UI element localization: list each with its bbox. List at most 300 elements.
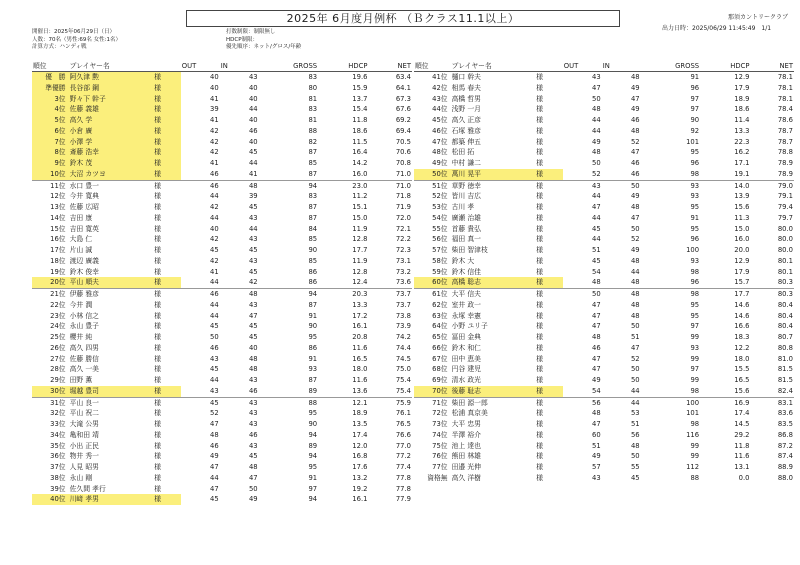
honorific: 様 xyxy=(536,322,544,331)
net-score: 81.0 xyxy=(777,354,793,363)
honorific: 様 xyxy=(154,484,162,493)
net-score: 81.5 xyxy=(777,365,793,374)
honorific: 様 xyxy=(536,343,544,352)
in-score: 39 xyxy=(248,192,258,201)
out-score: 42 xyxy=(210,203,219,211)
player-name: 物井 秀一 xyxy=(69,452,99,461)
player-name: 田野 薫 xyxy=(69,376,93,384)
net-score: 87.4 xyxy=(777,452,793,461)
table-row xyxy=(32,169,412,180)
gross-score: 98 xyxy=(690,420,700,428)
honorific: 様 xyxy=(153,94,180,105)
rank-cell: 53位 xyxy=(432,203,448,211)
table-row xyxy=(414,473,794,484)
honorific: 様 xyxy=(154,354,162,363)
hdcp-value: 14.5 xyxy=(734,420,750,428)
results-body-left xyxy=(32,72,412,506)
in-score: 45 xyxy=(248,452,258,461)
player-name: 永山 剛 xyxy=(69,473,93,482)
gross-score: 116 xyxy=(686,430,700,439)
honorific: 様 xyxy=(536,473,544,482)
gross-score: 81 xyxy=(308,116,318,124)
in-score: 44 xyxy=(248,105,258,114)
player-name: 円谷 建児 xyxy=(451,365,481,374)
player-name: 野々下 幹子 xyxy=(69,94,154,105)
hdcp-value: 12.4 xyxy=(318,277,368,288)
gross-score: 93 xyxy=(690,192,700,201)
rank-cell: 36位 xyxy=(50,452,66,461)
out-score: 46 xyxy=(210,441,219,450)
table-row xyxy=(32,137,412,148)
hdcp-value: 11.6 xyxy=(352,343,368,352)
in-score: 43 xyxy=(248,213,258,222)
table-row xyxy=(32,104,412,115)
table-row xyxy=(414,180,794,191)
net-score: 80.4 xyxy=(777,311,793,320)
gross-score: 88 xyxy=(308,126,318,135)
in-score: 45 xyxy=(248,246,258,254)
out-score: 45 xyxy=(592,224,601,233)
rank-cell: 56位 xyxy=(432,235,448,244)
gross-score: 85 xyxy=(308,159,318,167)
rank-cell: 4位 xyxy=(32,104,69,115)
in-score: 52 xyxy=(630,354,640,363)
net-score: 80.0 xyxy=(777,235,793,244)
rank-cell: 76位 xyxy=(432,452,448,461)
hdcp-value: 15.4 xyxy=(352,105,368,114)
honorific: 様 xyxy=(536,333,544,341)
rank-cell: 12位 xyxy=(50,192,66,201)
player-name: 池上 達也 xyxy=(451,441,481,450)
scoring-method: 計算方式：ハンディ戦 xyxy=(32,44,87,50)
out-score: 44 xyxy=(181,277,220,288)
honorific: 様 xyxy=(154,203,162,211)
in-score: 45 xyxy=(248,333,258,341)
hdcp-value: 12.9 xyxy=(734,73,750,81)
rank-cell: 45位 xyxy=(432,116,448,124)
in-score: 46 xyxy=(220,386,259,397)
gross-score: 94 xyxy=(308,452,318,461)
gross-score: 92 xyxy=(690,126,700,135)
gross-score: 90 xyxy=(308,322,318,331)
in-score: 48 xyxy=(630,441,640,450)
player-name: 田中 恵美 xyxy=(451,354,481,363)
in-score: 42 xyxy=(220,277,259,288)
out-score: 47 xyxy=(210,484,219,493)
out-score: 51 xyxy=(592,246,601,254)
col-hdcp: HDCP xyxy=(700,61,750,72)
in-score: 50 xyxy=(630,181,640,190)
out-score: 41 xyxy=(210,159,219,167)
gross-score: 96 xyxy=(690,235,700,244)
honorific: 様 xyxy=(153,83,180,94)
honorific: 様 xyxy=(153,115,180,126)
net-score: 77.2 xyxy=(395,452,411,461)
net-score: 78.1 xyxy=(777,94,793,103)
in-score: 48 xyxy=(630,290,640,298)
out-score: 48 xyxy=(592,105,601,114)
out-score: 47 xyxy=(592,322,601,331)
out-score: 45 xyxy=(210,495,219,504)
gross-score: 91 xyxy=(308,311,318,320)
in-score: 46 xyxy=(248,430,258,439)
out-score: 60 xyxy=(592,430,601,439)
hdcp-value: 12.8 xyxy=(352,235,368,244)
honorific: 様 xyxy=(154,290,162,298)
net-score: 73.6 xyxy=(368,277,412,288)
table-row xyxy=(414,321,794,332)
honorific: 様 xyxy=(153,169,180,180)
gross-score: 86 xyxy=(308,343,318,352)
gross-score: 99 xyxy=(690,441,700,450)
honorific: 様 xyxy=(154,398,162,407)
rank-cell: 44位 xyxy=(432,105,448,114)
table-row xyxy=(414,234,794,245)
player-name: 鈴木 信佳 xyxy=(451,267,481,276)
net-score: 79.1 xyxy=(777,192,793,201)
player-name: 吉田 寛英 xyxy=(69,224,99,233)
player-name: 石塚 雅彦 xyxy=(451,126,481,135)
hdcp-value: 16.9 xyxy=(734,398,750,407)
rank-cell: 13位 xyxy=(50,203,66,211)
hdcp-value: 13.9 xyxy=(734,192,750,201)
gross-score: 95 xyxy=(690,300,700,309)
gross-score: 85 xyxy=(308,235,318,244)
in-score: 43 xyxy=(248,376,258,384)
in-score: 51 xyxy=(630,333,640,341)
in-score: 46 xyxy=(248,126,258,135)
honorific: 様 xyxy=(154,246,162,254)
table-row xyxy=(414,375,794,386)
in-score: 45 xyxy=(248,203,258,211)
rank-cell: 30位 xyxy=(32,386,69,397)
hdcp-value: 16.0 xyxy=(734,235,750,244)
player-name: 田邉 光伸 xyxy=(451,463,481,471)
rank-cell: 37位 xyxy=(50,463,66,471)
out-score: 40 xyxy=(210,224,219,233)
hdcp-value: 17.7 xyxy=(734,290,750,298)
out-score: 44 xyxy=(592,235,601,244)
in-score: 50 xyxy=(630,452,640,461)
player-name: 小澤 学 xyxy=(69,137,154,148)
hdcp-value: 11.8 xyxy=(734,441,750,450)
table-row xyxy=(414,343,794,354)
net-score: 78.7 xyxy=(777,137,793,146)
player-name: 高久 正彦 xyxy=(451,116,481,124)
hdcp-value: 11.5 xyxy=(352,137,368,146)
out-score: 42 xyxy=(210,148,219,157)
hdcp-value: 14.6 xyxy=(734,300,750,309)
net-score: 83.5 xyxy=(777,420,793,428)
table-row xyxy=(32,386,412,397)
gross-score: 85 xyxy=(308,256,318,265)
hdcp-value: 11.9 xyxy=(352,224,368,233)
in-score: 44 xyxy=(602,386,641,397)
gross-score: 94 xyxy=(308,181,318,190)
hdcp-limit: HDCP制限： xyxy=(226,36,259,43)
net-score: 73.9 xyxy=(395,322,411,331)
hdcp-value: 13.5 xyxy=(352,420,368,428)
in-score: 45 xyxy=(630,473,640,482)
in-score: 50 xyxy=(630,376,640,384)
table-row xyxy=(414,386,794,397)
honorific: 様 xyxy=(154,224,162,233)
stroke-limit: 打数制限：制限無し xyxy=(226,29,276,35)
net-score: 78.6 xyxy=(777,116,793,124)
gross-score: 98 xyxy=(690,267,700,276)
net-score: 80.4 xyxy=(777,300,793,309)
priority-order: 優先順序：ネット/グロス/年齢 xyxy=(226,44,302,50)
rank-cell: 63位 xyxy=(432,311,448,320)
in-score: 48 xyxy=(630,203,640,211)
player-name: 大平 信夫 xyxy=(451,290,481,298)
in-score: 49 xyxy=(630,83,640,92)
out-score: 46 xyxy=(210,290,219,298)
hdcp-value: 11.3 xyxy=(734,213,750,222)
gross-score: 90 xyxy=(690,116,700,124)
hdcp-value: 22.3 xyxy=(734,137,750,146)
honorific: 様 xyxy=(154,365,162,374)
honorific: 様 xyxy=(154,420,162,428)
table-row xyxy=(414,354,794,365)
honorific: 様 xyxy=(536,311,544,320)
net-score: 80.8 xyxy=(777,343,793,352)
table-row xyxy=(32,94,412,105)
honorific: 様 xyxy=(154,409,162,418)
honorific: 様 xyxy=(536,126,544,135)
out-score: 54 xyxy=(563,386,602,397)
out-score: 47 xyxy=(592,300,601,309)
rank-cell: 7位 xyxy=(32,137,69,148)
rank-cell: 64位 xyxy=(432,322,448,331)
rank-cell: 54位 xyxy=(432,213,448,222)
player-name: 柴田 智津枝 xyxy=(451,246,488,254)
out-score: 50 xyxy=(592,159,601,167)
in-score: 48 xyxy=(248,463,258,471)
rank-cell: 8位 xyxy=(32,147,69,158)
rank-cell: 17位 xyxy=(50,246,66,254)
net-score: 88.9 xyxy=(777,463,793,471)
gross-score: 100 xyxy=(686,398,700,407)
player-name: 後藤 耻志 xyxy=(451,386,536,397)
table-row xyxy=(32,473,412,484)
rank-cell: 77位 xyxy=(432,463,448,471)
gross-score: 91 xyxy=(690,213,700,222)
net-score: 83.6 xyxy=(777,409,793,418)
hdcp-value: 15.6 xyxy=(700,386,750,397)
table-row xyxy=(32,419,412,430)
rank-cell: 50位 xyxy=(414,169,451,180)
player-name: 浅野 一月 xyxy=(451,105,481,114)
net-score: 73.8 xyxy=(395,311,411,320)
honorific: 様 xyxy=(153,72,180,83)
player-name: 鈴木 大 xyxy=(451,256,475,265)
honorific: 様 xyxy=(536,192,544,201)
in-score: 47 xyxy=(630,94,640,103)
table-row xyxy=(32,202,412,213)
out-score: 47 xyxy=(210,420,219,428)
gross-score: 83 xyxy=(308,105,318,114)
hdcp-value: 14.6 xyxy=(734,311,750,320)
table-row xyxy=(414,191,794,202)
rank-cell: 65位 xyxy=(432,333,448,341)
table-row xyxy=(414,408,794,419)
honorific: 様 xyxy=(154,333,162,341)
hdcp-value: 14.2 xyxy=(352,159,368,167)
rank-cell: 61位 xyxy=(432,290,448,298)
gross-score: 95 xyxy=(690,224,700,233)
out-score: 43 xyxy=(592,473,601,482)
hdcp-value: 18.3 xyxy=(734,333,750,341)
table-row xyxy=(414,104,794,115)
net-score: 80.0 xyxy=(777,224,793,233)
hdcp-value: 17.4 xyxy=(352,430,368,439)
rank-cell: 67位 xyxy=(432,354,448,363)
out-score: 47 xyxy=(592,203,601,211)
honorific: 様 xyxy=(536,105,544,114)
net-score: 69.4 xyxy=(395,126,411,135)
table-row xyxy=(414,364,794,375)
player-name: 小林 信之 xyxy=(69,311,99,320)
in-score: 46 xyxy=(630,116,640,124)
rank-cell: 75位 xyxy=(432,441,448,450)
out-score: 42 xyxy=(210,235,219,244)
net-score: 80.1 xyxy=(777,267,793,276)
table-row xyxy=(32,441,412,452)
player-name: 鈴木 俊幸 xyxy=(69,267,99,276)
honorific: 様 xyxy=(536,94,544,103)
hdcp-value: 0.0 xyxy=(738,473,750,482)
col-rank: 順位 xyxy=(32,61,69,72)
gross-score: 97 xyxy=(308,484,318,493)
player-name: 鈴木 茂 xyxy=(69,158,154,169)
honorific: 様 xyxy=(154,213,162,222)
in-score: 52 xyxy=(630,137,640,146)
table-row xyxy=(32,267,412,278)
gross-score: 88 xyxy=(690,473,700,482)
in-score: 40 xyxy=(248,137,258,146)
net-score: 71.0 xyxy=(395,181,411,190)
hdcp-value: 16.4 xyxy=(352,148,368,157)
in-score: 49 xyxy=(630,192,640,201)
table-row xyxy=(414,277,794,288)
in-score: 50 xyxy=(248,484,258,493)
net-score: 81.5 xyxy=(777,376,793,384)
out-score: 47 xyxy=(592,83,601,92)
net-score: 75.9 xyxy=(395,398,411,407)
gross-score: 100 xyxy=(686,246,700,254)
results-table-left xyxy=(32,61,412,505)
table-row xyxy=(414,137,794,148)
gross-score: 99 xyxy=(690,354,700,363)
gross-score: 95 xyxy=(308,333,318,341)
table-row xyxy=(32,158,412,169)
honorific: 様 xyxy=(154,473,162,482)
table-row xyxy=(32,364,412,375)
table-header xyxy=(414,61,794,72)
net-score: 77.8 xyxy=(395,473,411,482)
net-score: 80.3 xyxy=(750,277,794,288)
rank-cell: 6位 xyxy=(32,126,69,137)
net-score: 80.0 xyxy=(777,246,793,254)
in-score: 47 xyxy=(630,343,640,352)
honorific: 様 xyxy=(535,277,562,288)
rank-cell: 25位 xyxy=(50,333,66,341)
honorific: 様 xyxy=(536,463,544,471)
in-score: 48 xyxy=(248,365,258,374)
gross-score: 90 xyxy=(308,246,318,254)
in-score: 53 xyxy=(630,409,640,418)
out-score: 50 xyxy=(592,290,601,298)
hdcp-value: 19.6 xyxy=(352,73,368,81)
hdcp-value: 19.2 xyxy=(352,484,368,493)
table-row xyxy=(32,343,412,354)
player-name: 熊田 林雄 xyxy=(451,452,481,461)
out-score: 43 xyxy=(181,386,220,397)
hdcp-value: 12.8 xyxy=(352,267,368,276)
rank-cell: 49位 xyxy=(432,159,448,167)
out-score: 44 xyxy=(592,192,601,201)
gross-score: 89 xyxy=(259,386,319,397)
rank-cell: 47位 xyxy=(432,137,448,146)
table-row xyxy=(32,451,412,462)
honorific: 様 xyxy=(154,430,162,439)
player-name: 大滝 公男 xyxy=(69,420,99,428)
table-row xyxy=(32,397,412,408)
honorific: 様 xyxy=(536,290,544,298)
out-score: 40 xyxy=(210,73,219,81)
rank-cell: 23位 xyxy=(50,311,66,320)
honorific: 様 xyxy=(536,430,544,439)
hdcp-value: 16.0 xyxy=(318,169,368,180)
table-row xyxy=(414,169,794,180)
rank-cell: 59位 xyxy=(432,267,448,276)
out-score: 44 xyxy=(210,311,219,320)
out-score: 57 xyxy=(592,463,601,471)
rank-cell: 26位 xyxy=(50,343,66,352)
net-score: 76.6 xyxy=(395,430,411,439)
table-row xyxy=(32,245,412,256)
gross-score: 112 xyxy=(686,463,700,471)
honorific: 様 xyxy=(154,256,162,265)
honorific: 様 xyxy=(536,159,544,167)
in-score: 48 xyxy=(248,181,258,190)
in-score: 52 xyxy=(630,235,640,244)
player-name: 首藤 貴弘 xyxy=(451,224,481,233)
rank-cell: 74位 xyxy=(432,430,448,439)
honorific: 様 xyxy=(536,246,544,254)
net-score: 78.1 xyxy=(777,73,793,81)
in-score: 48 xyxy=(602,277,641,288)
table-row xyxy=(32,332,412,343)
table-row xyxy=(414,289,794,300)
rank-cell: 14位 xyxy=(50,213,66,222)
in-score: 50 xyxy=(630,224,640,233)
out-score: 43 xyxy=(210,354,219,363)
honorific: 様 xyxy=(153,494,180,505)
hdcp-value: 17.4 xyxy=(734,409,750,418)
honorific: 様 xyxy=(536,365,544,374)
player-name: 堀越 豊司 xyxy=(69,386,154,397)
gross-score: 97 xyxy=(690,322,700,331)
hdcp-value: 19.1 xyxy=(700,169,750,180)
in-score: 46 xyxy=(602,169,641,180)
hdcp-value: 15.5 xyxy=(734,365,750,374)
net-score: 74.4 xyxy=(395,343,411,352)
in-score: 48 xyxy=(630,126,640,135)
honorific: 様 xyxy=(536,116,544,124)
honorific: 様 xyxy=(536,256,544,265)
